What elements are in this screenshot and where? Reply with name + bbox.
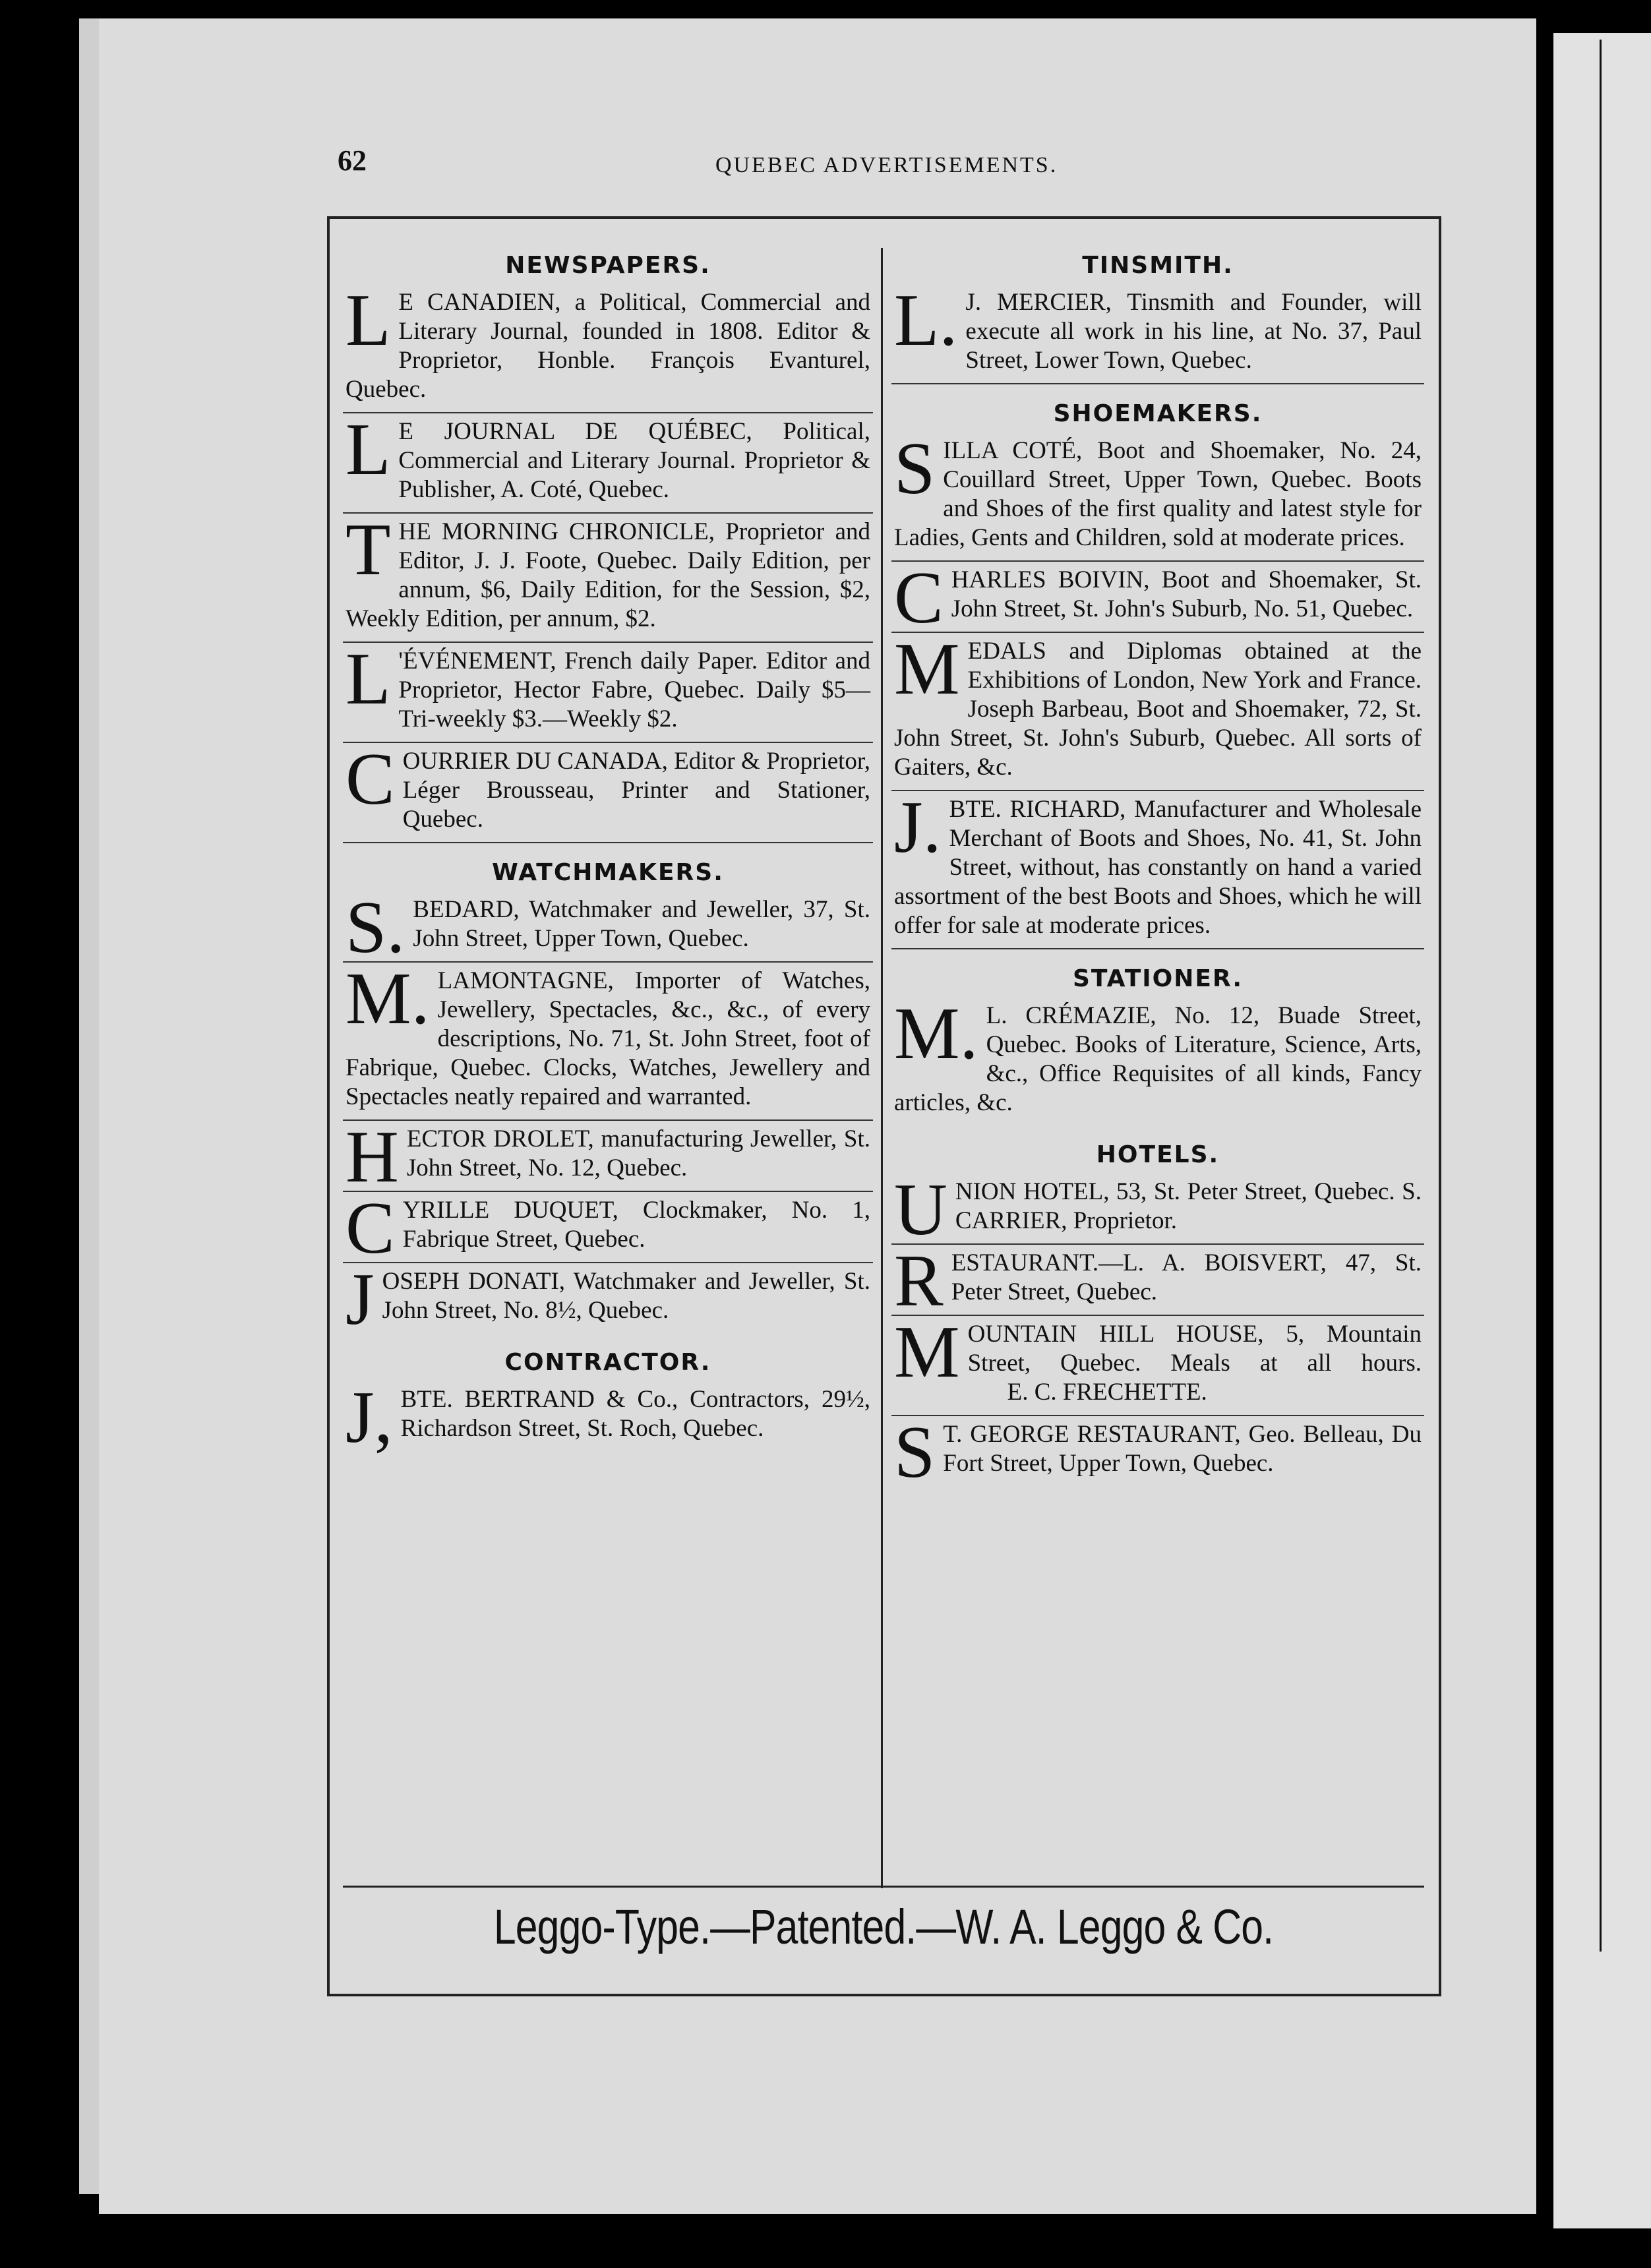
drop-initial: J xyxy=(345,1259,375,1340)
ad-signature: E. C. FRECHETTE. xyxy=(1007,1379,1207,1406)
page-number: 62 xyxy=(338,144,367,177)
section-heading-newspapers: NEWSPAPERS. xyxy=(505,252,711,279)
ad-text: 'ÉVÉNEMENT, French daily Paper. Editor and Proprietor, Hector Fabre, Quebec. Daily $5—Tri-weekly $3.—Weekly $2. xyxy=(398,647,870,732)
ad-text: BTE. RICHARD, Manufacturer and Wholesale Merchant of Boots and Shoes, No. 41, St. John Street, without, has constantly on hand a varied assortment of the best Boots and Shoes, which he will offer for sale at moderate prices. xyxy=(894,796,1422,939)
drop-initial: M xyxy=(894,1311,960,1393)
running-head: QUEBEC ADVERTISEMENTS. xyxy=(715,153,1058,177)
drop-initial: C xyxy=(894,557,944,639)
ad-columns xyxy=(343,232,1424,1888)
ad-richard xyxy=(891,787,1424,949)
drop-initial: L xyxy=(345,638,391,720)
ad-st-george-restaurant xyxy=(891,1412,1424,1493)
ad-bedard xyxy=(343,887,873,969)
ad-lamontagne xyxy=(343,958,873,1121)
ad-evenement xyxy=(343,638,873,743)
drop-initial: C xyxy=(345,738,395,820)
section-heading-shoemakers: SHOEMAKERS. xyxy=(1053,400,1263,427)
drop-initial: S xyxy=(894,1412,936,1493)
drop-initial: L. xyxy=(894,280,958,361)
facing-page-rule xyxy=(1600,40,1602,1952)
drop-initial: J, xyxy=(345,1377,393,1458)
section-heading-contractor: CONTRACTOR. xyxy=(504,1349,711,1376)
ad-text: OURRIER DU CANADA, Editor & Proprietor, Léger Brousseau, Printer and Stationer, Quebec. xyxy=(402,748,870,833)
ad-mercier xyxy=(891,280,1424,384)
section-heading-hotels: HOTELS. xyxy=(1096,1141,1220,1168)
drop-initial: S. xyxy=(345,887,405,969)
ad-text: HARLES BOIVIN, Boot and Shoemaker, St. John Street, St. John's Suburb, No. 51, Quebec. xyxy=(951,566,1422,622)
section-heading-stationer: STATIONER. xyxy=(1072,965,1244,992)
ad-text: BEDARD, Watchmaker and Jeweller, 37, St. John Street, Upper Town, Quebec. xyxy=(413,896,870,952)
drop-initial: U xyxy=(894,1169,947,1251)
ad-text: OSEPH DONATI, Watchmaker and Jeweller, St. John Street, No. 8½, Quebec. xyxy=(382,1268,870,1324)
ad-text: BTE. BERTRAND & Co., Contractors, 29½, Richardson Street, St. Roch, Quebec. xyxy=(400,1386,870,1442)
ad-text: ILLA COTÉ, Boot and Shoemaker, No. 24, Couillard Street, Upper Town, Quebec. Boots and Shoes of the first quality and latest style for Ladies, Gents and Children, sold at moderate prices. xyxy=(894,437,1422,551)
ad-text: E CANADIEN, a Political, Commercial and Literary Journal, founded in 1808. Editor & Proprietor, Honble. François Evanturel, Quebec. xyxy=(345,289,870,403)
ad-text: EDALS and Diplomas obtained at the Exhibitions of London, New York and France. Joseph Barbeau, Boot and Shoemaker, 72, St. John Street, St. John's Suburb, Quebec. All sorts of Gaiters, &c. xyxy=(894,638,1422,781)
ad-text: NION HOTEL, 53, St. Peter Street, Quebec. S. CARRIER, Proprietor. xyxy=(955,1178,1422,1234)
ad-morning-chronicle xyxy=(343,509,873,643)
drop-initial: M xyxy=(894,628,960,710)
drop-initial: J. xyxy=(894,787,942,868)
ad-courrier-du-canada xyxy=(343,738,873,843)
ad-medals-barbeau xyxy=(891,628,1424,791)
ad-text: ESTAURANT.—L. A. BOISVERT, 47, St. Peter Street, Quebec. xyxy=(951,1249,1422,1305)
drop-initial: H xyxy=(345,1116,399,1198)
section-heading-watchmakers: WATCHMAKERS. xyxy=(492,859,724,886)
column-rule xyxy=(881,248,883,1888)
ad-charles-boivin xyxy=(891,557,1424,639)
ad-text: T. GEORGE RESTAURANT, Geo. Belleau, Du Fort Street, Upper Town, Quebec. xyxy=(943,1421,1422,1477)
left-column xyxy=(343,232,873,1888)
ad-le-canadien xyxy=(343,280,873,413)
ad-restaurant-boisvert xyxy=(891,1240,1424,1322)
ad-joseph-donati xyxy=(343,1259,873,1340)
ad-text: HE MORNING CHRONICLE, Proprietor and Editor, J. J. Foote, Quebec. Daily Edition, per annum, $6, Daily Edition, for the Session, $2, Weekly Edition, per annum, $2. xyxy=(345,518,870,632)
ad-text: LAMONTAGNE, Importer of Watches, Jewellery, Spectacles, &c., &c., of every descriptions, No. 71, St. John Street, foot of Fabrique, Quebec. Clocks, Watches, Jewellery and Spectacles neatly repaired and warranted. xyxy=(345,967,870,1110)
drop-initial: M. xyxy=(345,958,430,1040)
facing-page-sliver xyxy=(1553,33,1651,2228)
right-column xyxy=(891,232,1424,1888)
ad-text: E JOURNAL DE QUÉBEC, Political, Commercial and Literary Journal. Proprietor & Publisher, A. Coté, Quebec. xyxy=(398,418,870,503)
ad-mountain-hill-house xyxy=(891,1311,1424,1416)
drop-initial: L xyxy=(345,409,391,491)
ad-text: YRILLE DUQUET, Clockmaker, No. 1, Fabrique Street, Quebec. xyxy=(402,1197,870,1253)
ad-cremazie xyxy=(891,993,1424,1125)
drop-initial: S xyxy=(894,428,936,510)
ad-hector-drolet xyxy=(343,1116,873,1198)
ad-text: OUNTAIN HILL HOUSE, 5, Mountain Street, Quebec. Meals at all hours. xyxy=(967,1321,1422,1377)
ad-text: J. MERCIER, Tinsmith and Founder, will execute all work in his line, at No. 37, Paul Street, Lower Town, Quebec. xyxy=(965,289,1422,374)
drop-initial: C xyxy=(345,1187,395,1269)
ad-text: L. CRÉMAZIE, No. 12, Buade Street, Quebec. Books of Literature, Science, Arts, &c., Office Requisites of all kinds, Fancy articles, &c. xyxy=(894,1002,1422,1116)
ad-bertrand xyxy=(343,1377,873,1458)
ad-union-hotel xyxy=(891,1169,1424,1251)
ad-text: ECTOR DROLET, manufacturing Jeweller, St. John Street, No. 12, Quebec. xyxy=(406,1125,870,1181)
ad-silla-cote xyxy=(891,428,1424,562)
drop-initial: R xyxy=(894,1240,944,1322)
section-heading-tinsmith: TINSMITH. xyxy=(1082,252,1234,279)
drop-initial: M. xyxy=(894,993,978,1075)
drop-initial: L xyxy=(345,280,391,361)
drop-initial: T xyxy=(345,509,391,591)
ad-journal-de-quebec xyxy=(343,409,873,514)
footer-imprint: Leggo-Type.—Patented.—W. A. Leggo & Co. xyxy=(493,1899,1274,1954)
ad-cyrille-duquet xyxy=(343,1187,873,1269)
